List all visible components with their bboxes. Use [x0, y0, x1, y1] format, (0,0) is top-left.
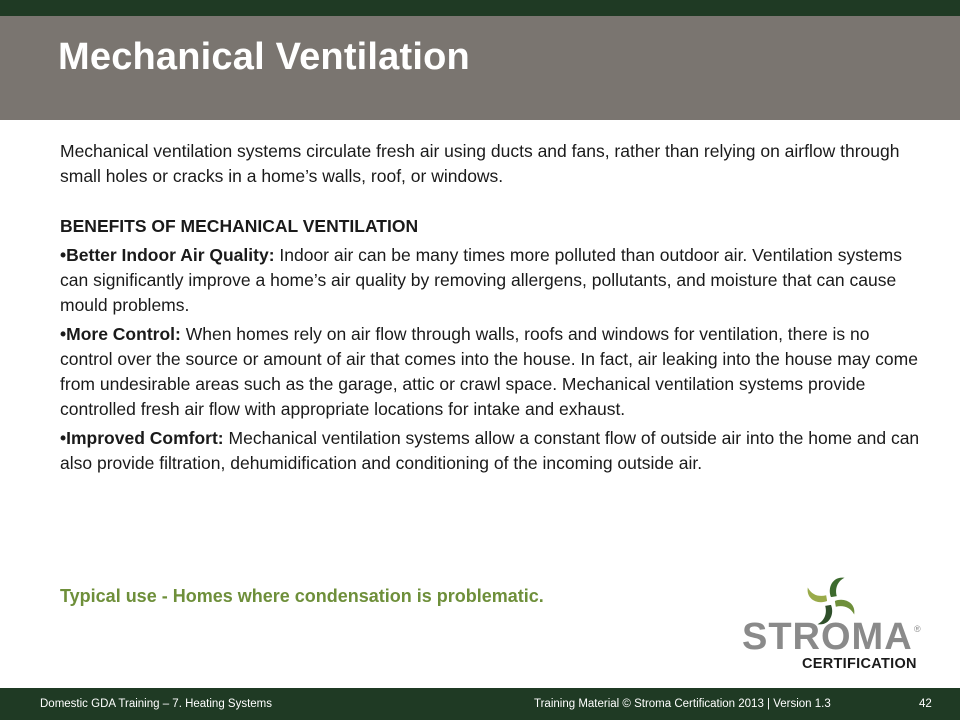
top-strip: [0, 0, 960, 16]
footer-bar: [0, 688, 960, 720]
bullet-text: When homes rely on air flow through walls, roofs and windows for ventilation, there is no control over the source or amount of air that comes into the house. In fact, air leaking into the house may come from undesirable areas such as the garage, attic or crawl space. Mechanical ventilation systems provide controlled fresh air flow with appropriate locations for intake and exhaust.: [60, 324, 918, 419]
bullet-lead: •Better Indoor Air Quality:: [60, 245, 275, 265]
bullet-indoor-air-quality: [60, 243, 920, 318]
footer-course: Domestic GDA Training – 7. Heating Systems: [40, 698, 273, 710]
intro-paragraph: Mechanical ventilation systems circulate fresh air using ducts and fans, rather than relying on airflow through small holes or cracks in a home’s walls, roof, or windows.: [60, 141, 900, 186]
logo-wordmark: STROMA: [742, 616, 913, 658]
registered-mark: ®: [914, 624, 921, 634]
page-number: 42: [919, 698, 932, 710]
bullet-text: Indoor air can be many times more polluted than outdoor air. Ventilation systems can significantly improve a home’s air quality by removing allergens, pollutants, and moisture that can cause mould problems.: [60, 245, 902, 315]
logo-subtitle: CERTIFICATION: [802, 656, 917, 672]
bullet-lead: •Improved Comfort:: [60, 428, 224, 448]
footer-copyright: Training Material © Stroma Certification 2013 | Version 1.3: [534, 698, 831, 710]
slide-body: [60, 139, 920, 480]
bullet-lead: •More Control:: [60, 324, 181, 344]
section-heading: BENEFITS OF MECHANICAL VENTILATION: [60, 216, 419, 236]
typical-use-note: Typical use - Homes where condensation is problematic.: [60, 586, 544, 606]
stroma-logo: [736, 572, 930, 676]
bullet-more-control: [60, 322, 920, 422]
bullet-text: Mechanical ventilation systems allow a constant flow of outside air into the home and can also provide filtration, dehumidification and conditioning of the incoming outside air.: [60, 428, 920, 473]
bullet-improved-comfort: [60, 426, 920, 476]
slide-title: Mechanical Ventilation: [58, 36, 470, 78]
